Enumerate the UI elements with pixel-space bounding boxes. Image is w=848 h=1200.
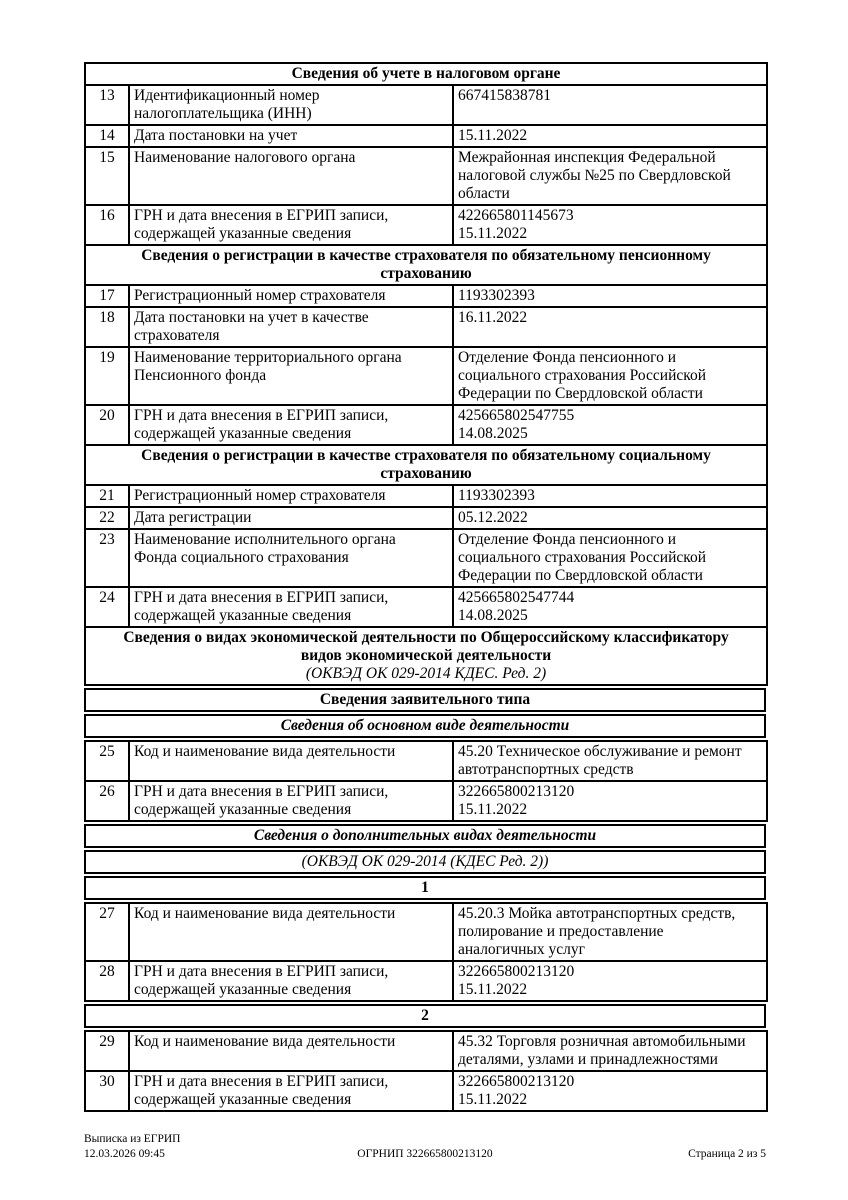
row-label (129, 485, 453, 507)
row-label (129, 405, 453, 445)
value-line: аналогичных услуг (458, 941, 585, 958)
label-line: ГРН и дата внесения в ЕГРИП записи, (134, 589, 389, 606)
row-label (129, 507, 453, 529)
label-line: Код и наименование вида деятельности (134, 1033, 396, 1050)
label-line: Регистрационный номер страхователя (134, 487, 386, 504)
label-line: ГРН и дата внесения в ЕГРИП записи, (134, 207, 389, 224)
row-label (129, 903, 453, 961)
label-line: содержащей указанные сведения (134, 1091, 352, 1108)
value-line: 1193302393 (458, 487, 535, 504)
value-line: 15.11.2022 (458, 225, 528, 242)
row-label (129, 307, 453, 347)
value-line: 15.11.2022 (458, 1091, 528, 1108)
label-line: Наименование территориального органа (134, 349, 402, 366)
value-line: 05.12.2022 (458, 509, 528, 526)
table-row (85, 125, 767, 147)
label-line: содержащей указанные сведения (134, 801, 352, 818)
section-title: Сведения об основном виде деятельности (85, 715, 765, 737)
block-group-index-1 (84, 876, 766, 900)
section-header (85, 825, 765, 847)
section-header-okved (85, 627, 767, 685)
label-line: Наименование налогового органа (134, 149, 356, 166)
group-index-row (85, 1005, 765, 1027)
value-line: социального страхования Российской (458, 549, 707, 566)
value-line: социального страхования Российской (458, 367, 707, 384)
row-label (129, 147, 453, 205)
row-label (129, 529, 453, 587)
label-line: Дата постановки на учет (134, 127, 298, 144)
value-line: 322665800213120 (458, 783, 575, 800)
section-title (85, 627, 767, 685)
footer-page-number: Страница 2 из 5 (688, 1148, 766, 1160)
table-row (85, 147, 767, 205)
row-number: 20 (85, 405, 129, 445)
row-number: 16 (85, 205, 129, 245)
row-number: 23 (85, 529, 129, 587)
section-title-line: Сведения о регистрации в качестве страхователя по обязательному социальному (141, 447, 711, 464)
section-subtitle: (ОКВЭД ОК 029-2014 (КДЕС Ред. 2)) (85, 851, 765, 873)
row-number: 27 (85, 903, 129, 961)
table-row (85, 529, 767, 587)
value-line: 45.20 Техническое обслуживание и ремонт (458, 743, 742, 760)
row-value (453, 1031, 767, 1071)
value-line: 425665802547744 (458, 589, 575, 606)
section-header (85, 715, 765, 737)
section-title: Сведения об учете в налоговом органе (85, 63, 767, 85)
label-line: Дата регистрации (134, 509, 252, 526)
row-number: 26 (85, 781, 129, 821)
label-line: Код и наименование вида деятельности (134, 905, 396, 922)
label-line: ГРН и дата внесения в ЕГРИП записи, (134, 963, 389, 980)
value-line: автотранспортных средств (458, 761, 634, 778)
block-declarative-type (84, 688, 766, 712)
row-number: 14 (85, 125, 129, 147)
value-line: 14.08.2025 (458, 425, 528, 442)
row-number: 18 (85, 307, 129, 347)
value-line: 425665802547755 (458, 407, 575, 424)
row-value (453, 507, 767, 529)
label-line: ГРН и дата внесения в ЕГРИП записи, (134, 407, 389, 424)
row-value (453, 285, 767, 307)
table-row (85, 587, 767, 627)
row-value (453, 587, 767, 627)
row-value (453, 205, 767, 245)
row-label (129, 85, 453, 125)
row-number: 13 (85, 85, 129, 125)
table-row (85, 781, 767, 821)
block-group-index-2 (84, 1004, 766, 1028)
section-title-line: видов экономической деятельности (300, 647, 552, 664)
row-number: 15 (85, 147, 129, 205)
table-row (85, 85, 767, 125)
value-line: 45.20.3 Мойка автотранспортных средств, (458, 905, 736, 922)
section-header (85, 689, 765, 711)
label-line: Пенсионного фонда (134, 367, 267, 384)
value-line: 322665800213120 (458, 963, 575, 980)
row-number: 21 (85, 485, 129, 507)
additional-activity-table-1 (84, 902, 768, 1002)
row-label (129, 347, 453, 405)
value-line: налоговой службы №25 по Свердловской (458, 167, 731, 184)
value-line: полирование и предоставление (458, 923, 664, 940)
row-label (129, 587, 453, 627)
value-line: 15.11.2022 (458, 127, 528, 144)
main-activity-table (84, 740, 768, 822)
row-value (453, 903, 767, 961)
row-label (129, 781, 453, 821)
row-value (453, 485, 767, 507)
row-label (129, 1071, 453, 1111)
value-line: Федерации по Свердловской области (458, 567, 703, 584)
table-row (85, 307, 767, 347)
block-additional-subtitle (84, 850, 766, 874)
label-line: налогоплательщика (ИНН) (134, 105, 312, 122)
table-row (85, 961, 767, 1001)
value-line: Отделение Фонда пенсионного и (458, 349, 677, 366)
value-line: деталями, узлами и принадлежностями (458, 1051, 718, 1068)
value-line: 15.11.2022 (458, 801, 528, 818)
row-number: 30 (85, 1071, 129, 1111)
row-value (453, 85, 767, 125)
value-line: области (458, 185, 510, 202)
label-line: содержащей указанные сведения (134, 425, 352, 442)
section-title (85, 445, 767, 485)
value-line: 667415838781 (458, 87, 551, 104)
table-row (85, 1071, 767, 1111)
additional-activity-table-2 (84, 1030, 768, 1112)
group-index: 1 (85, 877, 765, 899)
label-line: содержащей указанные сведения (134, 225, 352, 242)
label-line: Регистрационный номер страхователя (134, 287, 386, 304)
section-title-line: страхованию (380, 265, 472, 282)
row-value (453, 961, 767, 1001)
row-number: 28 (85, 961, 129, 1001)
table-row (85, 205, 767, 245)
row-value (453, 1071, 767, 1111)
section-subtitle: (ОКВЭД ОК 029-2014 КДЕС. Ред. 2) (305, 665, 547, 682)
label-line: Дата постановки на учет в качестве (134, 309, 369, 326)
table-row (85, 903, 767, 961)
row-value (453, 529, 767, 587)
footer-ogrnip: ОГРНИП 322665800213120 (357, 1148, 493, 1160)
row-label (129, 1031, 453, 1071)
label-line: ГРН и дата внесения в ЕГРИП записи, (134, 1073, 389, 1090)
row-number: 29 (85, 1031, 129, 1071)
table-row (85, 507, 767, 529)
row-number: 25 (85, 741, 129, 781)
egrip-extract-document (84, 62, 766, 1114)
section-header-tax (85, 63, 767, 85)
row-number: 24 (85, 587, 129, 627)
section-header-social (85, 445, 767, 485)
row-label (129, 285, 453, 307)
section-header-pension (85, 245, 767, 285)
row-value (453, 125, 767, 147)
group-index: 2 (85, 1005, 765, 1027)
table-row (85, 285, 767, 307)
row-value (453, 781, 767, 821)
value-line: 422665801145673 (458, 207, 574, 224)
registry-table-main (84, 62, 768, 686)
section-header (85, 851, 765, 873)
row-value (453, 405, 767, 445)
row-number: 17 (85, 285, 129, 307)
row-value (453, 147, 767, 205)
table-row (85, 1031, 767, 1071)
table-row (85, 405, 767, 445)
group-index-row (85, 877, 765, 899)
table-row (85, 485, 767, 507)
block-additional-title (84, 824, 766, 848)
section-title: Сведения заявительного типа (85, 689, 765, 711)
value-line: 16.11.2022 (458, 309, 528, 326)
value-line: 322665800213120 (458, 1073, 575, 1090)
row-value (453, 347, 767, 405)
table-row (85, 347, 767, 405)
footer-doc-type: Выписка из ЕГРИП (84, 1133, 181, 1145)
row-number: 19 (85, 347, 129, 405)
label-line: ГРН и дата внесения в ЕГРИП записи, (134, 783, 389, 800)
footer-datetime: 12.03.2026 09:45 (84, 1148, 165, 1160)
row-label (129, 125, 453, 147)
label-line: страхователя (134, 327, 220, 344)
row-value (453, 741, 767, 781)
section-title (85, 245, 767, 285)
value-line: 15.11.2022 (458, 981, 528, 998)
value-line: Межрайонная инспекция Федеральной (458, 149, 716, 166)
section-title-line: Сведения о видах экономической деятельности по Общероссийскому классификатору (123, 629, 729, 646)
label-line: Фонда социального страхования (134, 549, 349, 566)
block-main-activity-title (84, 714, 766, 738)
table-row (85, 741, 767, 781)
row-label (129, 205, 453, 245)
label-line: содержащей указанные сведения (134, 607, 352, 624)
row-value (453, 307, 767, 347)
section-title: Сведения о дополнительных видах деятельности (85, 825, 765, 847)
value-line: Федерации по Свердловской области (458, 385, 703, 402)
value-line: 14.08.2025 (458, 607, 528, 624)
value-line: Отделение Фонда пенсионного и (458, 531, 677, 548)
row-number: 22 (85, 507, 129, 529)
label-line: содержащей указанные сведения (134, 981, 352, 998)
label-line: Идентификационный номер (134, 87, 320, 104)
label-line: Код и наименование вида деятельности (134, 743, 396, 760)
section-title-line: страхованию (380, 465, 472, 482)
row-label (129, 961, 453, 1001)
value-line: 1193302393 (458, 287, 535, 304)
label-line: Наименование исполнительного органа (134, 531, 396, 548)
row-label (129, 741, 453, 781)
value-line: 45.32 Торговля розничная автомобильными (458, 1033, 746, 1050)
section-title-line: Сведения о регистрации в качестве страхователя по обязательному пенсионному (141, 247, 711, 264)
